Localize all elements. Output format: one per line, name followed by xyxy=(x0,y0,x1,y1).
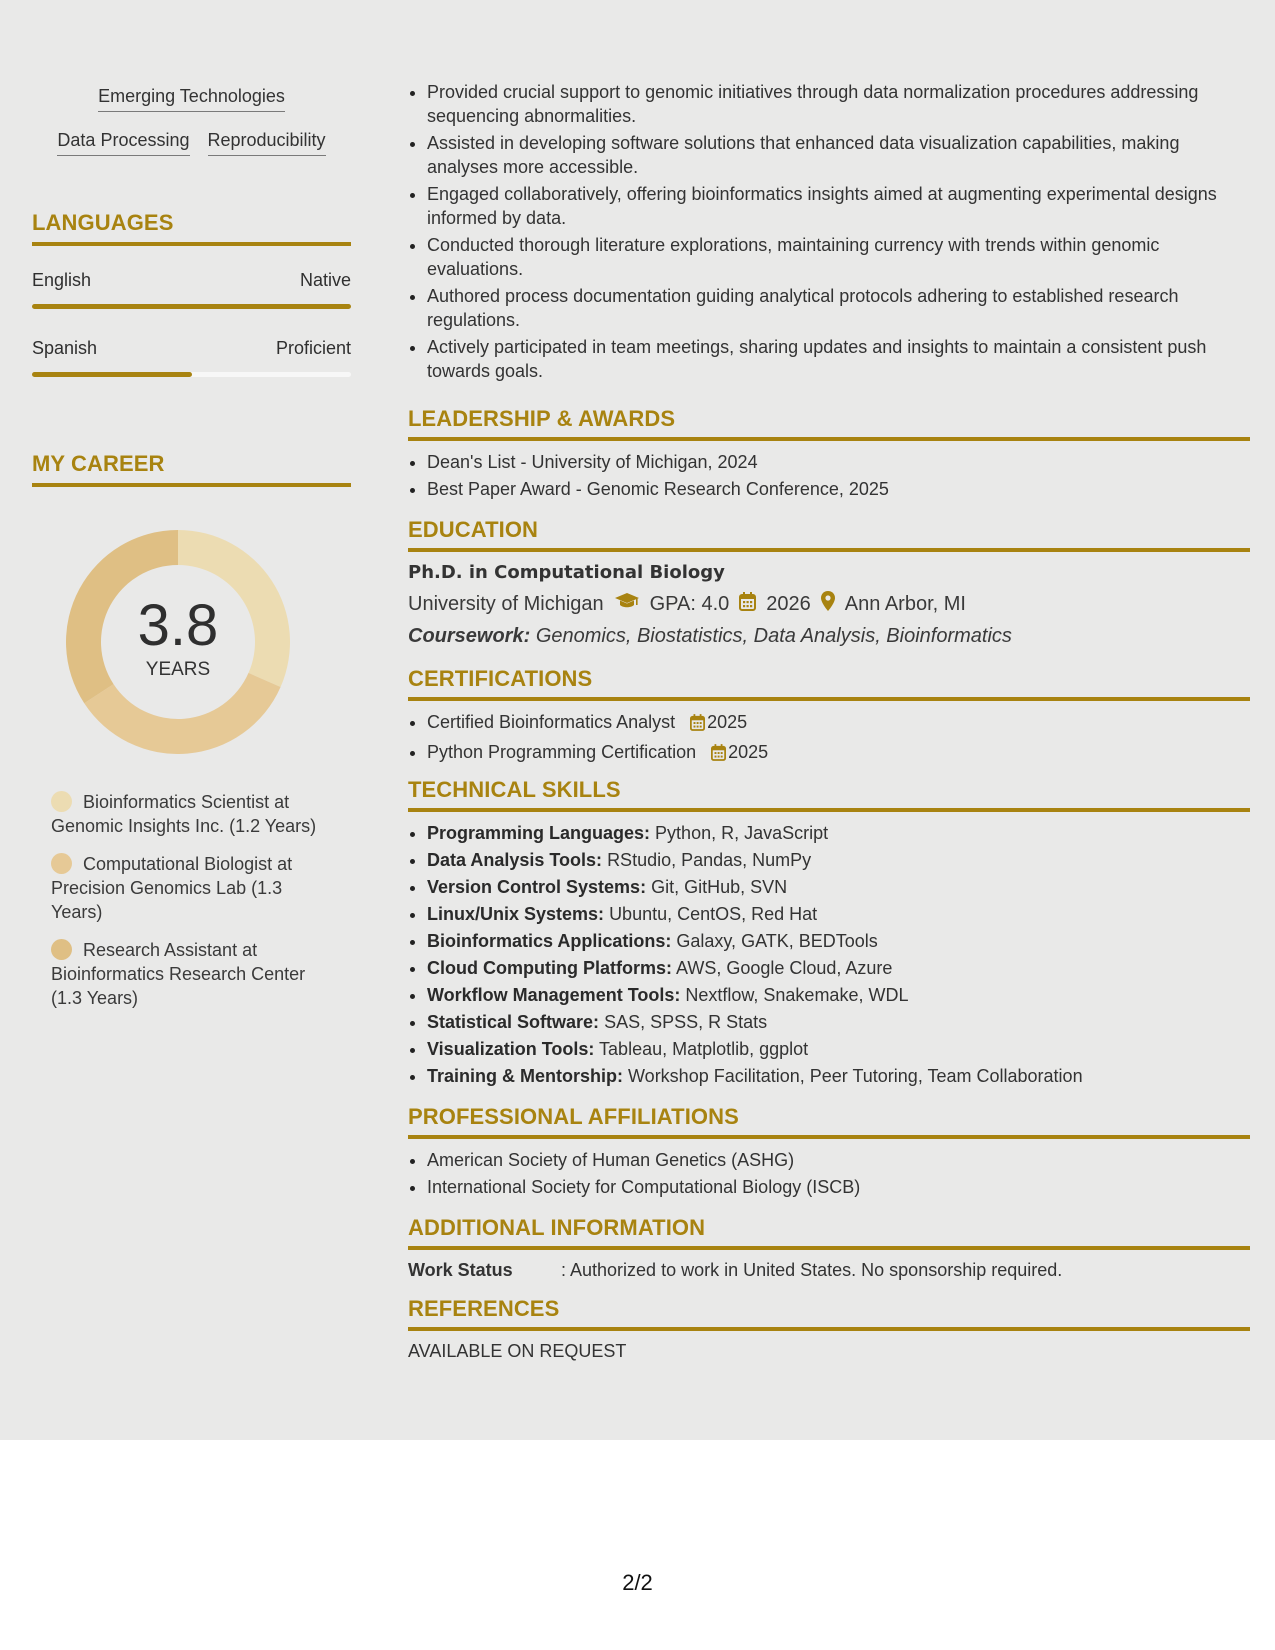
section-divider xyxy=(408,808,1250,812)
certifications-heading: CERTIFICATIONS xyxy=(408,666,593,691)
list-item: • Engaged collaboratively, offering bioinformatics insights aimed at augmenting experimental designs informed by data. xyxy=(427,182,1250,230)
tag-emerging-technologies: Emerging Technologies xyxy=(98,86,285,112)
skill-value: Workshop Facilitation, Peer Tutoring, Team Collaboration xyxy=(628,1066,1083,1086)
certification-name: Python Programming Certification xyxy=(427,742,697,762)
work-status-value: : Authorized to work in United States. No sponsorship required. xyxy=(561,1260,1063,1280)
career-item xyxy=(51,852,321,924)
language-name: English xyxy=(32,270,92,290)
skill-label: Linux/Unix Systems: xyxy=(427,904,605,924)
list-item xyxy=(427,955,1250,982)
skill-label: Programming Languages: xyxy=(427,823,651,843)
additional-info-heading: ADDITIONAL INFORMATION xyxy=(408,1215,706,1240)
tag-reproducibility: Reproducibility xyxy=(208,130,326,156)
certification-year: 2025 xyxy=(707,712,748,732)
list-item xyxy=(427,1009,1250,1036)
career-item-text: Research Assistant at Bioinformatics Research Center (1.3 Years) xyxy=(51,940,306,1008)
coursework-list: Genomics, Biostatistics, Data Analysis, Bioinformatics xyxy=(535,625,1012,647)
technical-skills-heading: TECHNICAL SKILLS xyxy=(408,777,621,802)
list-item: • Dean's List - University of Michigan, 2024 xyxy=(427,449,1250,476)
school-location: Ann Arbor, MI xyxy=(844,592,966,615)
skill-label: Bioinformatics Applications: xyxy=(427,931,672,951)
skill-label: Training & Mentorship: xyxy=(427,1066,623,1086)
affiliations-heading: PROFESSIONAL AFFILIATIONS xyxy=(408,1104,739,1129)
language-level: Native xyxy=(299,270,351,290)
skill-value: RStudio, Pandas, NumPy xyxy=(607,850,812,870)
coursework-label: Coursework: xyxy=(408,625,531,647)
references-text: AVAILABLE ON REQUEST xyxy=(408,1341,627,1361)
career-total-unit: YEARS xyxy=(145,659,211,680)
page-number: 2/2 xyxy=(622,1570,653,1595)
graduation-cap-icon xyxy=(614,592,640,616)
career-item-text: Computational Biologist at Precision Genomics Lab (1.3 Years) xyxy=(51,854,293,922)
list-item xyxy=(427,1063,1250,1090)
list-item: • International Society for Computational Biology (ISCB) xyxy=(427,1174,1250,1201)
list-item xyxy=(427,847,1250,874)
list-item xyxy=(427,709,1250,739)
list-item xyxy=(427,928,1250,955)
career-section xyxy=(32,451,351,1008)
skill-value: SAS, SPSS, R Stats xyxy=(604,1012,768,1032)
language-bar-fill xyxy=(32,372,192,377)
calendar-icon xyxy=(711,742,726,769)
references-section xyxy=(408,1296,1250,1362)
career-item xyxy=(51,790,321,838)
list-item xyxy=(427,982,1250,1009)
awards-heading: LEADERSHIP & AWARDS xyxy=(408,406,676,431)
list-item xyxy=(427,1036,1250,1063)
skill-label: Version Control Systems: xyxy=(427,877,647,897)
list-item: • Provided crucial support to genomic initiatives through data normalization procedures addressing sequencing abnormalities. xyxy=(427,80,1250,128)
graduation-year: 2026 xyxy=(766,592,811,615)
skill-value: AWS, Google Cloud, Azure xyxy=(676,958,893,978)
calendar-icon xyxy=(690,712,705,739)
career-donut-chart xyxy=(66,530,290,754)
certification-year: 2025 xyxy=(728,742,769,762)
language-bar-fill xyxy=(32,304,351,309)
career-item-text: Bioinformatics Scientist at Genomic Insights Inc. (1.2 Years) xyxy=(51,792,317,836)
list-item: • Conducted thorough literature explorations, maintaining currency with trends within genomic evaluations. xyxy=(427,233,1250,281)
career-heading: MY CAREER xyxy=(32,451,165,476)
section-divider xyxy=(32,242,351,246)
language-level: Proficient xyxy=(275,338,351,358)
skill-value: Python, R, JavaScript xyxy=(655,823,829,843)
references-heading: REFERENCES xyxy=(408,1296,560,1321)
section-divider xyxy=(408,548,1250,552)
language-name: Spanish xyxy=(32,338,98,358)
legend-dot xyxy=(51,853,72,874)
awards-section xyxy=(408,406,1250,503)
career-item xyxy=(51,938,321,1010)
section-divider xyxy=(408,437,1250,441)
skill-value: Tableau, Matplotlib, ggplot xyxy=(599,1039,809,1059)
list-item xyxy=(427,820,1250,847)
skill-label: Workflow Management Tools: xyxy=(427,985,681,1005)
skill-label: Statistical Software: xyxy=(427,1012,600,1032)
skill-value: Nextflow, Snakemake, WDL xyxy=(685,985,909,1005)
list-item: • Actively participated in team meetings, sharing updates and insights to maintain a consistent push towards goals. xyxy=(427,335,1250,383)
experience-bullets xyxy=(408,80,1250,383)
career-list xyxy=(51,790,321,1010)
additional-info-section xyxy=(408,1215,1250,1281)
career-total-years: 3.8 xyxy=(137,593,219,658)
tag-data-processing: Data Processing xyxy=(57,130,189,156)
legend-dot xyxy=(51,791,72,812)
technical-skills-section xyxy=(408,777,1250,1090)
language-bar xyxy=(32,304,351,309)
section-divider xyxy=(32,483,351,487)
skill-label: Cloud Computing Platforms: xyxy=(427,958,672,978)
certification-name: Certified Bioinformatics Analyst xyxy=(427,712,676,732)
coursework xyxy=(408,625,1250,648)
education-section xyxy=(408,517,1250,648)
skill-tags xyxy=(32,86,351,156)
certifications-section xyxy=(408,666,1250,769)
list-item: • Assisted in developing software solutions that enhanced data visualization capabilities, making analyses more accessible. xyxy=(427,131,1250,179)
section-divider xyxy=(408,1327,1250,1331)
skill-label: Visualization Tools: xyxy=(427,1039,595,1059)
calendar-icon xyxy=(739,592,756,617)
gpa-value: GPA: 4.0 xyxy=(649,592,730,615)
section-divider xyxy=(408,697,1250,701)
education-details xyxy=(408,591,1250,617)
skill-value: Ubuntu, CentOS, Red Hat xyxy=(609,904,818,924)
list-item: • Authored process documentation guiding analytical protocols adhering to established research regulations. xyxy=(427,284,1250,332)
languages-section xyxy=(32,210,351,377)
list-item xyxy=(427,874,1250,901)
language-bar xyxy=(32,372,351,377)
list-item xyxy=(427,739,1250,769)
list-item: • Best Paper Award - Genomic Research Conference, 2025 xyxy=(427,476,1250,503)
education-heading: EDUCATION xyxy=(408,517,539,542)
languages-heading: LANGUAGES xyxy=(32,210,174,235)
list-item: • American Society of Human Genetics (ASHG) xyxy=(427,1147,1250,1174)
work-status-label: Work Status xyxy=(408,1260,513,1280)
section-divider xyxy=(408,1246,1250,1250)
affiliations-section xyxy=(408,1104,1250,1201)
list-item xyxy=(427,901,1250,928)
school-name: University of Michigan xyxy=(408,592,604,615)
map-pin-icon xyxy=(821,591,835,617)
language-item xyxy=(32,270,351,309)
section-divider xyxy=(408,1135,1250,1139)
degree-title: Ph.D. in Computational Biology xyxy=(408,562,725,583)
legend-dot xyxy=(51,939,72,960)
skill-value: Galaxy, GATK, BEDTools xyxy=(676,931,878,951)
skill-value: Git, GitHub, SVN xyxy=(651,877,788,897)
language-item xyxy=(32,338,351,377)
skill-label: Data Analysis Tools: xyxy=(427,850,603,870)
